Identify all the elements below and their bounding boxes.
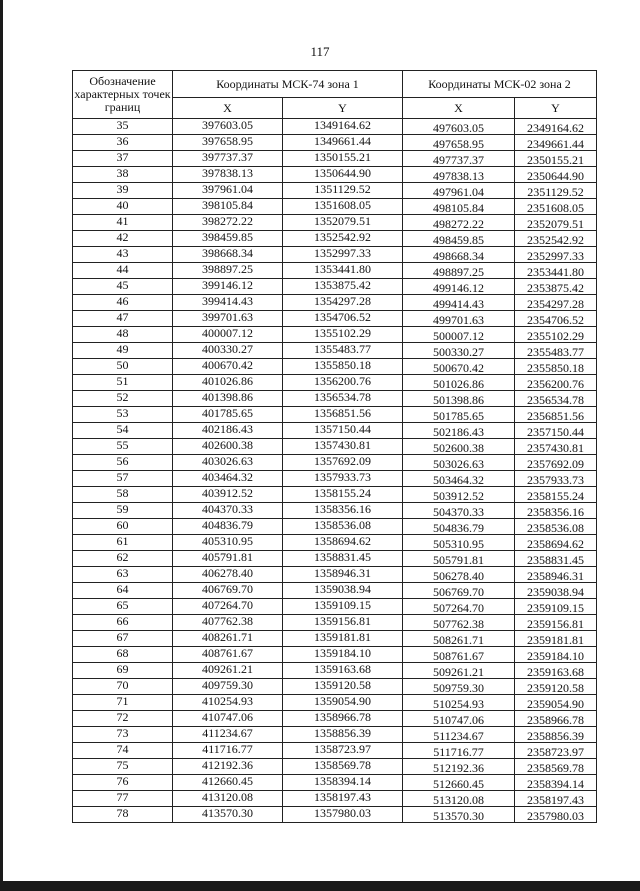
- point-number-cell: 78: [73, 807, 173, 823]
- msk02-y-cell: 2352542.92: [515, 231, 597, 247]
- point-number-cell: 57: [73, 471, 173, 487]
- msk02-x-cell: 505310.95: [403, 535, 515, 551]
- table-row: [73, 551, 597, 567]
- msk02-y-cell: 2354706.52: [515, 311, 597, 327]
- msk02-x-cell: 508261.71: [403, 631, 515, 647]
- msk02-y-cell: 2353875.42: [515, 279, 597, 295]
- point-number-cell: 58: [73, 487, 173, 503]
- msk02-x-cell: 504836.79: [403, 519, 515, 535]
- msk02-y-cell: 2355102.29: [515, 327, 597, 343]
- msk02-x-cell: 498459.85: [403, 231, 515, 247]
- table-row: [73, 487, 597, 503]
- msk02-y-cell: 2350644.90: [515, 167, 597, 183]
- msk02-y-cell: 2357150.44: [515, 423, 597, 439]
- header-x-msk02: X: [403, 98, 515, 119]
- table-row: [73, 775, 597, 791]
- msk02-x-cell: 498668.34: [403, 247, 515, 263]
- point-number-cell: 70: [73, 679, 173, 695]
- msk02-x-cell: 497603.05: [403, 119, 515, 135]
- msk74-y-cell: 1356200.76: [283, 375, 403, 391]
- table-row: [73, 759, 597, 775]
- point-number-cell: 55: [73, 439, 173, 455]
- msk74-x-cell: 407762.38: [173, 615, 283, 631]
- point-number-cell: 45: [73, 279, 173, 295]
- msk74-y-cell: 1351129.52: [283, 183, 403, 199]
- msk02-y-cell: 2357980.03: [515, 807, 597, 823]
- msk02-y-cell: 2352997.33: [515, 247, 597, 263]
- msk02-y-cell: 2359181.81: [515, 631, 597, 647]
- msk74-y-cell: 1358536.08: [283, 519, 403, 535]
- msk74-x-cell: 409261.21: [173, 663, 283, 679]
- table-row: [73, 519, 597, 535]
- table-row: [73, 711, 597, 727]
- msk74-y-cell: 1352542.92: [283, 231, 403, 247]
- msk74-y-cell: 1358966.78: [283, 711, 403, 727]
- header-x-msk74: X: [173, 98, 283, 119]
- msk02-x-cell: 506769.70: [403, 583, 515, 599]
- header-y-msk02: Y: [515, 98, 597, 119]
- msk74-y-cell: 1358946.31: [283, 567, 403, 583]
- point-number-cell: 51: [73, 375, 173, 391]
- msk74-x-cell: 407264.70: [173, 599, 283, 615]
- msk02-y-cell: 2358394.14: [515, 775, 597, 791]
- msk02-x-cell: 502186.43: [403, 423, 515, 439]
- msk74-y-cell: 1353441.80: [283, 263, 403, 279]
- msk74-y-cell: 1359156.81: [283, 615, 403, 631]
- point-number-cell: 59: [73, 503, 173, 519]
- msk02-y-cell: 2358946.31: [515, 567, 597, 583]
- msk74-x-cell: 401785.65: [173, 407, 283, 423]
- msk74-x-cell: 405310.95: [173, 535, 283, 551]
- msk74-x-cell: 400007.12: [173, 327, 283, 343]
- msk02-y-cell: 2359184.10: [515, 647, 597, 663]
- msk74-x-cell: 402186.43: [173, 423, 283, 439]
- point-number-cell: 39: [73, 183, 173, 199]
- header-point-designation: Обозначение характерных точек границ: [73, 71, 173, 119]
- point-number-cell: 72: [73, 711, 173, 727]
- msk02-y-cell: 2358856.39: [515, 727, 597, 743]
- msk74-x-cell: 403912.52: [173, 487, 283, 503]
- msk02-x-cell: 500007.12: [403, 327, 515, 343]
- msk74-x-cell: 408761.67: [173, 647, 283, 663]
- msk02-x-cell: 498105.84: [403, 199, 515, 215]
- msk02-y-cell: 2358536.08: [515, 519, 597, 535]
- msk74-y-cell: 1359181.81: [283, 631, 403, 647]
- msk02-x-cell: 497737.37: [403, 151, 515, 167]
- msk74-x-cell: 397961.04: [173, 183, 283, 199]
- msk74-y-cell: 1349164.62: [283, 119, 403, 135]
- table-body: [73, 119, 597, 823]
- msk02-y-cell: 2359109.15: [515, 599, 597, 615]
- msk74-y-cell: 1350644.90: [283, 167, 403, 183]
- msk02-x-cell: 505791.81: [403, 551, 515, 567]
- msk02-x-cell: 509759.30: [403, 679, 515, 695]
- table-row: [73, 647, 597, 663]
- table-row: [73, 679, 597, 695]
- point-number-cell: 43: [73, 247, 173, 263]
- point-number-cell: 75: [73, 759, 173, 775]
- coordinates-table: [72, 70, 597, 823]
- msk02-x-cell: 510254.93: [403, 695, 515, 711]
- msk02-y-cell: 2355483.77: [515, 343, 597, 359]
- msk02-x-cell: 513120.08: [403, 791, 515, 807]
- msk74-x-cell: 411716.77: [173, 743, 283, 759]
- msk74-y-cell: 1358569.78: [283, 759, 403, 775]
- msk74-x-cell: 406769.70: [173, 583, 283, 599]
- point-number-cell: 42: [73, 231, 173, 247]
- msk02-x-cell: 509261.21: [403, 663, 515, 679]
- msk74-y-cell: 1359054.90: [283, 695, 403, 711]
- table-row: [73, 135, 597, 151]
- msk74-y-cell: 1358356.16: [283, 503, 403, 519]
- msk02-y-cell: 2352079.51: [515, 215, 597, 231]
- table-row: [73, 343, 597, 359]
- msk02-x-cell: 503464.32: [403, 471, 515, 487]
- msk74-x-cell: 409759.30: [173, 679, 283, 695]
- msk02-y-cell: 2358569.78: [515, 759, 597, 775]
- msk02-x-cell: 503912.52: [403, 487, 515, 503]
- table-row: [73, 295, 597, 311]
- msk74-y-cell: 1358197.43: [283, 791, 403, 807]
- msk02-y-cell: 2351129.52: [515, 183, 597, 199]
- msk74-y-cell: 1353875.42: [283, 279, 403, 295]
- msk02-x-cell: 497658.95: [403, 135, 515, 151]
- page-number: 117: [310, 44, 330, 59]
- msk74-x-cell: 413120.08: [173, 791, 283, 807]
- msk74-y-cell: 1358856.39: [283, 727, 403, 743]
- msk02-x-cell: 507762.38: [403, 615, 515, 631]
- msk74-x-cell: 398459.85: [173, 231, 283, 247]
- point-number-cell: 46: [73, 295, 173, 311]
- msk02-x-cell: 508761.67: [403, 647, 515, 663]
- point-number-cell: 69: [73, 663, 173, 679]
- point-number-cell: 61: [73, 535, 173, 551]
- msk74-y-cell: 1359120.58: [283, 679, 403, 695]
- table-row: [73, 279, 597, 295]
- msk74-x-cell: 412192.36: [173, 759, 283, 775]
- msk74-x-cell: 412660.45: [173, 775, 283, 791]
- table-row: [73, 327, 597, 343]
- msk74-y-cell: 1359038.94: [283, 583, 403, 599]
- table-row: [73, 567, 597, 583]
- msk74-y-cell: 1349661.44: [283, 135, 403, 151]
- point-number-cell: 60: [73, 519, 173, 535]
- msk74-y-cell: 1358155.24: [283, 487, 403, 503]
- point-number-cell: 62: [73, 551, 173, 567]
- msk02-y-cell: 2356534.78: [515, 391, 597, 407]
- msk02-y-cell: 2358356.16: [515, 503, 597, 519]
- msk02-y-cell: 2354297.28: [515, 295, 597, 311]
- point-number-cell: 37: [73, 151, 173, 167]
- msk02-y-cell: 2356851.56: [515, 407, 597, 423]
- msk74-y-cell: 1352079.51: [283, 215, 403, 231]
- table-row: [73, 391, 597, 407]
- msk74-x-cell: 411234.67: [173, 727, 283, 743]
- msk02-x-cell: 512660.45: [403, 775, 515, 791]
- msk74-y-cell: 1358694.62: [283, 535, 403, 551]
- msk74-x-cell: 408261.71: [173, 631, 283, 647]
- msk74-y-cell: 1357980.03: [283, 807, 403, 823]
- table-row: [73, 535, 597, 551]
- table-row: [73, 247, 597, 263]
- table-row: [73, 199, 597, 215]
- msk74-x-cell: 404370.33: [173, 503, 283, 519]
- table-header: [73, 71, 597, 119]
- point-number-cell: 71: [73, 695, 173, 711]
- msk74-x-cell: 405791.81: [173, 551, 283, 567]
- scan-edge-left: [0, 0, 3, 891]
- msk02-x-cell: 513570.30: [403, 807, 515, 823]
- point-number-cell: 65: [73, 599, 173, 615]
- point-number-cell: 48: [73, 327, 173, 343]
- msk02-x-cell: 497961.04: [403, 183, 515, 199]
- msk74-y-cell: 1359184.10: [283, 647, 403, 663]
- point-number-cell: 49: [73, 343, 173, 359]
- msk02-x-cell: 506278.40: [403, 567, 515, 583]
- table-row: [73, 503, 597, 519]
- point-number-cell: 73: [73, 727, 173, 743]
- msk74-x-cell: 398668.34: [173, 247, 283, 263]
- table-row: [73, 631, 597, 647]
- table-row: [73, 583, 597, 599]
- msk74-y-cell: 1357933.73: [283, 471, 403, 487]
- msk74-y-cell: 1355483.77: [283, 343, 403, 359]
- point-number-cell: 74: [73, 743, 173, 759]
- msk74-y-cell: 1354706.52: [283, 311, 403, 327]
- table-row: [73, 471, 597, 487]
- msk74-y-cell: 1356851.56: [283, 407, 403, 423]
- table-row: [73, 615, 597, 631]
- msk74-y-cell: 1357150.44: [283, 423, 403, 439]
- msk02-x-cell: 503026.63: [403, 455, 515, 471]
- header-msk74-zone1: Координаты МСК-74 зона 1: [173, 71, 403, 98]
- msk02-y-cell: 2358723.97: [515, 743, 597, 759]
- header-msk02-zone2: Координаты МСК-02 зона 2: [403, 71, 597, 98]
- msk74-x-cell: 403026.63: [173, 455, 283, 471]
- msk02-x-cell: 512192.36: [403, 759, 515, 775]
- msk02-y-cell: 2356200.76: [515, 375, 597, 391]
- msk02-x-cell: 502600.38: [403, 439, 515, 455]
- msk74-x-cell: 397603.05: [173, 119, 283, 135]
- point-number-cell: 76: [73, 775, 173, 791]
- msk02-x-cell: 511716.77: [403, 743, 515, 759]
- table-row: [73, 263, 597, 279]
- table-row: [73, 215, 597, 231]
- msk02-x-cell: 498272.22: [403, 215, 515, 231]
- msk02-x-cell: 500670.42: [403, 359, 515, 375]
- msk74-y-cell: 1354297.28: [283, 295, 403, 311]
- point-number-cell: 36: [73, 135, 173, 151]
- table-row: [73, 183, 597, 199]
- msk02-y-cell: 2349164.62: [515, 119, 597, 135]
- msk74-x-cell: 398105.84: [173, 199, 283, 215]
- msk02-y-cell: 2357692.09: [515, 455, 597, 471]
- msk74-x-cell: 398272.22: [173, 215, 283, 231]
- table-row: [73, 455, 597, 471]
- point-number-cell: 52: [73, 391, 173, 407]
- msk02-y-cell: 2359156.81: [515, 615, 597, 631]
- msk02-x-cell: 501398.86: [403, 391, 515, 407]
- msk02-y-cell: 2351608.05: [515, 199, 597, 215]
- msk74-x-cell: 399414.43: [173, 295, 283, 311]
- msk74-x-cell: 399146.12: [173, 279, 283, 295]
- point-number-cell: 44: [73, 263, 173, 279]
- table-row: [73, 807, 597, 823]
- msk02-y-cell: 2357933.73: [515, 471, 597, 487]
- msk02-y-cell: 2349661.44: [515, 135, 597, 151]
- table-row: [73, 599, 597, 615]
- msk02-y-cell: 2350155.21: [515, 151, 597, 167]
- msk74-x-cell: 410254.93: [173, 695, 283, 711]
- msk74-x-cell: 406278.40: [173, 567, 283, 583]
- msk74-y-cell: 1356534.78: [283, 391, 403, 407]
- msk74-x-cell: 398897.25: [173, 263, 283, 279]
- msk02-x-cell: 507264.70: [403, 599, 515, 615]
- msk02-x-cell: 511234.67: [403, 727, 515, 743]
- msk02-y-cell: 2358966.78: [515, 711, 597, 727]
- table-row: [73, 663, 597, 679]
- msk02-x-cell: 499414.43: [403, 295, 515, 311]
- point-number-cell: 77: [73, 791, 173, 807]
- msk74-x-cell: 401398.86: [173, 391, 283, 407]
- msk02-y-cell: 2359054.90: [515, 695, 597, 711]
- msk74-x-cell: 397658.95: [173, 135, 283, 151]
- table-row: [73, 375, 597, 391]
- msk02-y-cell: 2359038.94: [515, 583, 597, 599]
- msk74-x-cell: 402600.38: [173, 439, 283, 455]
- point-number-cell: 54: [73, 423, 173, 439]
- msk74-x-cell: 399701.63: [173, 311, 283, 327]
- scan-edge-bottom: [0, 881, 640, 891]
- header-y-msk74: Y: [283, 98, 403, 119]
- table-row: [73, 791, 597, 807]
- msk74-y-cell: 1358723.97: [283, 743, 403, 759]
- msk74-y-cell: 1359163.68: [283, 663, 403, 679]
- msk74-y-cell: 1352997.33: [283, 247, 403, 263]
- msk02-y-cell: 2358831.45: [515, 551, 597, 567]
- msk74-x-cell: 397838.13: [173, 167, 283, 183]
- point-number-cell: 47: [73, 311, 173, 327]
- table-row: [73, 311, 597, 327]
- msk74-x-cell: 397737.37: [173, 151, 283, 167]
- msk02-x-cell: 499146.12: [403, 279, 515, 295]
- msk74-y-cell: 1351608.05: [283, 199, 403, 215]
- table-row: [73, 151, 597, 167]
- point-number-cell: 38: [73, 167, 173, 183]
- msk74-y-cell: 1358394.14: [283, 775, 403, 791]
- table-row: [73, 231, 597, 247]
- msk02-x-cell: 498897.25: [403, 263, 515, 279]
- msk02-x-cell: 501026.86: [403, 375, 515, 391]
- msk02-y-cell: 2359163.68: [515, 663, 597, 679]
- table-row: [73, 727, 597, 743]
- msk74-y-cell: 1357692.09: [283, 455, 403, 471]
- msk74-x-cell: 413570.30: [173, 807, 283, 823]
- msk74-y-cell: 1357430.81: [283, 439, 403, 455]
- msk74-x-cell: 410747.06: [173, 711, 283, 727]
- msk02-y-cell: 2355850.18: [515, 359, 597, 375]
- msk02-x-cell: 497838.13: [403, 167, 515, 183]
- point-number-cell: 68: [73, 647, 173, 663]
- msk02-y-cell: 2358694.62: [515, 535, 597, 551]
- msk74-x-cell: 401026.86: [173, 375, 283, 391]
- point-number-cell: 50: [73, 359, 173, 375]
- msk02-y-cell: 2357430.81: [515, 439, 597, 455]
- table-row: [73, 743, 597, 759]
- point-number-cell: 35: [73, 119, 173, 135]
- point-number-cell: 63: [73, 567, 173, 583]
- msk02-x-cell: 500330.27: [403, 343, 515, 359]
- msk74-y-cell: 1355850.18: [283, 359, 403, 375]
- msk02-y-cell: 2353441.80: [515, 263, 597, 279]
- msk02-x-cell: 501785.65: [403, 407, 515, 423]
- point-number-cell: 66: [73, 615, 173, 631]
- table-row: [73, 439, 597, 455]
- msk02-y-cell: 2358197.43: [515, 791, 597, 807]
- point-number-cell: 64: [73, 583, 173, 599]
- msk02-y-cell: 2358155.24: [515, 487, 597, 503]
- msk02-y-cell: 2359120.58: [515, 679, 597, 695]
- point-number-cell: 41: [73, 215, 173, 231]
- msk74-x-cell: 404836.79: [173, 519, 283, 535]
- msk74-x-cell: 403464.32: [173, 471, 283, 487]
- table-row: [73, 359, 597, 375]
- msk74-y-cell: 1355102.29: [283, 327, 403, 343]
- point-number-cell: 67: [73, 631, 173, 647]
- point-number-cell: 53: [73, 407, 173, 423]
- msk74-y-cell: 1358831.45: [283, 551, 403, 567]
- point-number-cell: 56: [73, 455, 173, 471]
- table-row: [73, 407, 597, 423]
- msk74-x-cell: 400670.42: [173, 359, 283, 375]
- msk74-x-cell: 400330.27: [173, 343, 283, 359]
- table-row: [73, 167, 597, 183]
- msk74-y-cell: 1350155.21: [283, 151, 403, 167]
- msk02-x-cell: 499701.63: [403, 311, 515, 327]
- table-row: [73, 695, 597, 711]
- point-number-cell: 40: [73, 199, 173, 215]
- table-row: [73, 423, 597, 439]
- msk02-x-cell: 510747.06: [403, 711, 515, 727]
- msk74-y-cell: 1359109.15: [283, 599, 403, 615]
- msk02-x-cell: 504370.33: [403, 503, 515, 519]
- table-row: [73, 119, 597, 135]
